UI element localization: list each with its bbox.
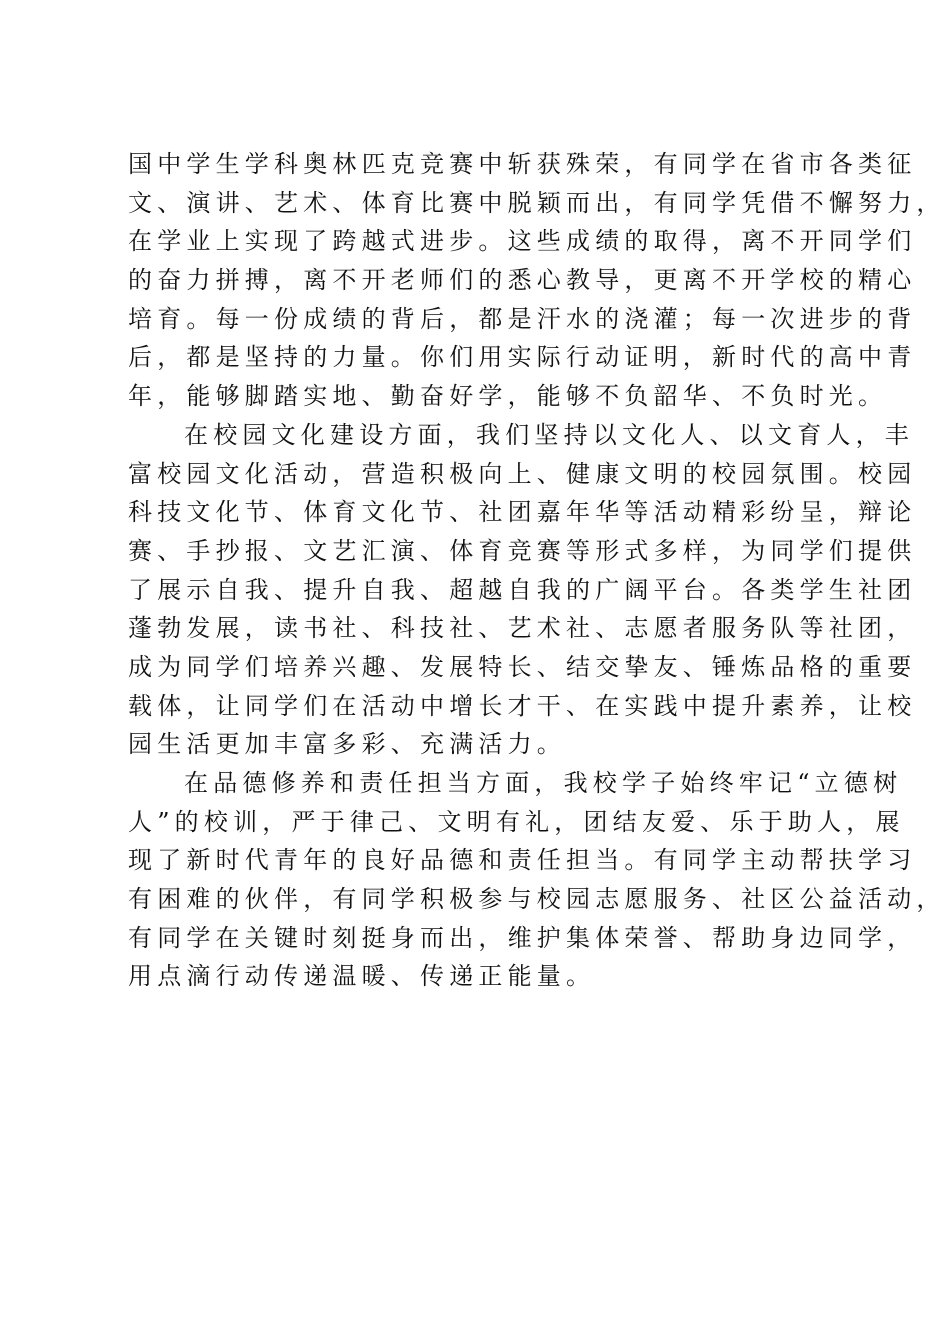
body-text xyxy=(128,145,946,996)
text-line: 后，都是坚持的力量。你们用实际行动证明，新时代的高中青 xyxy=(128,343,917,372)
text-line: 赛、手抄报、文艺汇演、体育竞赛等形式多样，为同学们提供 xyxy=(128,536,917,565)
text-line: 在学业上实现了跨越式进步。这些成绩的取得，离不开同学们 xyxy=(128,227,917,256)
text-line: 文、演讲、艺术、体育比赛中脱颖而出，有同学凭借不懈努力， xyxy=(128,188,946,217)
text-line: 现了新时代青年的良好品德和责任担当。有同学主动帮扶学习 xyxy=(128,846,917,875)
text-line: 富校园文化活动，营造积极向上、健康文明的校园氛围。校园 xyxy=(128,459,917,488)
text-line: 了展示自我、提升自我、超越自我的广阔平台。各类学生社团 xyxy=(128,575,917,604)
text-line: 科技文化节、体育文化节、社团嘉年华等活动精彩纷呈，辩论 xyxy=(128,498,917,527)
paragraph-achievements xyxy=(128,145,946,416)
text-line: 有困难的伙伴，有同学积极参与校园志愿服务、社区公益活动， xyxy=(128,885,946,914)
text-line: 培育。每一份成绩的背后，都是汗水的浇灌；每一次进步的背 xyxy=(128,304,917,333)
paragraph-moral-character xyxy=(128,764,946,996)
text-line: 载体，让同学们在活动中增长才干、在实践中提升素养，让校 xyxy=(128,691,917,720)
text-line: 在品德修养和责任担当方面，我校学子始终牢记“立德树 xyxy=(184,769,903,797)
text-line: 的奋力拼搏，离不开老师们的悉心教导，更离不开学校的精心 xyxy=(128,266,917,295)
text-line: 年，能够脚踏实地、勤奋好学，能够不负韶华、不负时光。 xyxy=(128,382,888,411)
paragraph-campus-culture xyxy=(128,416,917,764)
text-line: 成为同学们培养兴趣、发展特长、结交挚友、锤炼品格的重要 xyxy=(128,652,917,681)
text-line: 国中学生学科奥林匹克竞赛中斩获殊荣，有同学在省市各类征 xyxy=(128,150,917,178)
text-line: 在校园文化建设方面，我们坚持以文化人、以文育人，丰 xyxy=(184,420,914,449)
text-line: 用点滴行动传递温暖、传递正能量。 xyxy=(128,962,596,991)
text-line: 人”的校训，严于律己、文明有礼，团结友爱、乐于助人，展 xyxy=(128,807,905,836)
text-line: 蓬勃发展，读书社、科技社、艺术社、志愿者服务队等社团， xyxy=(128,614,917,643)
text-line: 园生活更加丰富多彩、充满活力。 xyxy=(128,730,566,759)
text-line: 有同学在关键时刻挺身而出，维护集体荣誉、帮助身边同学， xyxy=(128,923,917,952)
